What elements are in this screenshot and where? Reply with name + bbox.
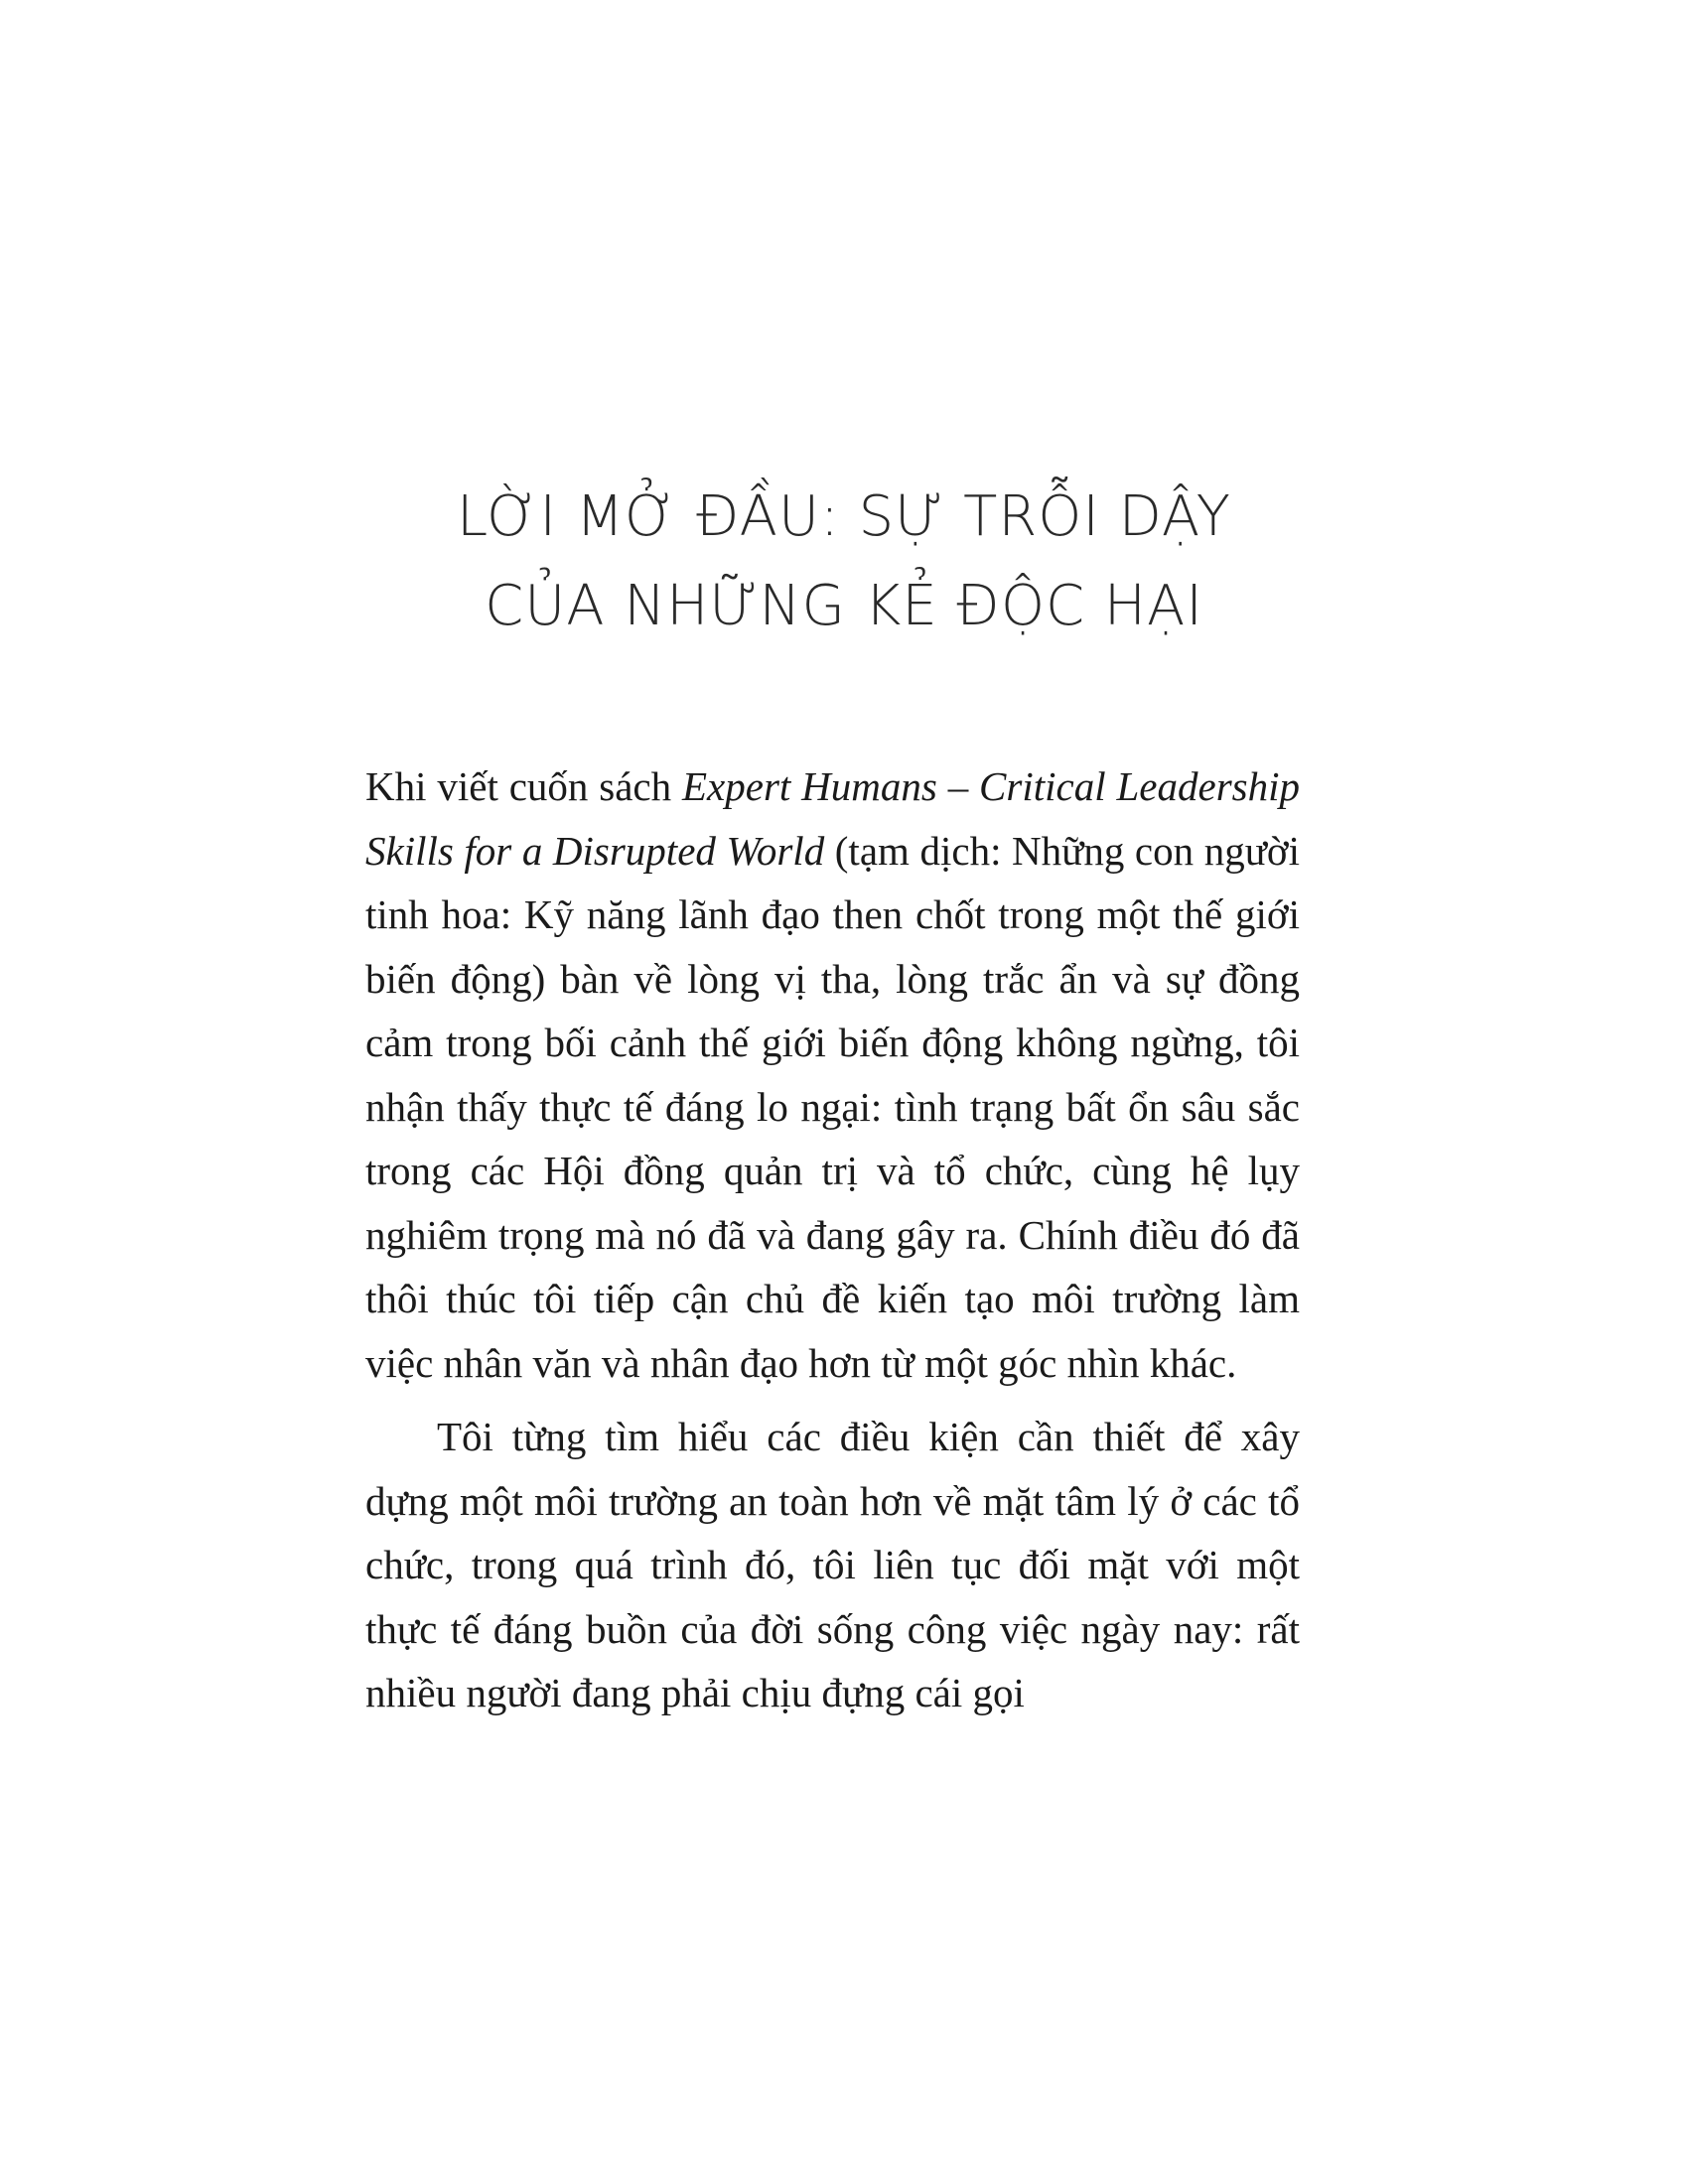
chapter-title-line-2: CỦA NHỮNG KẺ ĐỘC HẠI [485,573,1203,638]
chapter-title-line-1: LỜI MỞ ĐẦU: SỰ TRỖI DẬY [456,483,1231,549]
chapter-title [0,473,1688,651]
book-title-italic: Expert Humans – Critical Leadership Skills for a Disrupted World [365,763,1300,874]
paragraph-2: Tôi từng tìm hiểu các điều kiện cần thiết để xây dựng một môi trường an toàn hơn về mặt tâm lý ở các tổ chức, trong quá trình đó, tôi liên tục đối mặt với một thực tế đáng buồn của đời sống công việc ngày nay: rất nhiều người đang phải chịu đựng cái gọi [365,1414,1300,1715]
paragraph-1-rest: (tạm dịch: Những con người tinh hoa: Kỹ năng lãnh đạo then chốt trong một thế giới biến động) bàn về lòng vị tha, lòng trắc ẩn và sự đồng cảm trong bối cảnh thế giới biến động không ngừng, tôi nhận thấy thực tế đáng lo ngại: tình trạng bất ổn sâu sắc trong các Hội đồng quản trị và tổ chức, cùng hệ lụy nghiêm trọng mà nó đã và đang gây ra. Chính điều đó đã thôi thúc tôi tiếp cận chủ đề kiến tạo môi trường làm việc nhân văn và nhân đạo hơn từ một góc nhìn khác. [365,827,1300,1386]
paragraph-1-lead: Khi viết cuốn sách [365,763,682,809]
body-text [365,754,1300,1735]
paragraph-1 [365,754,1300,1395]
